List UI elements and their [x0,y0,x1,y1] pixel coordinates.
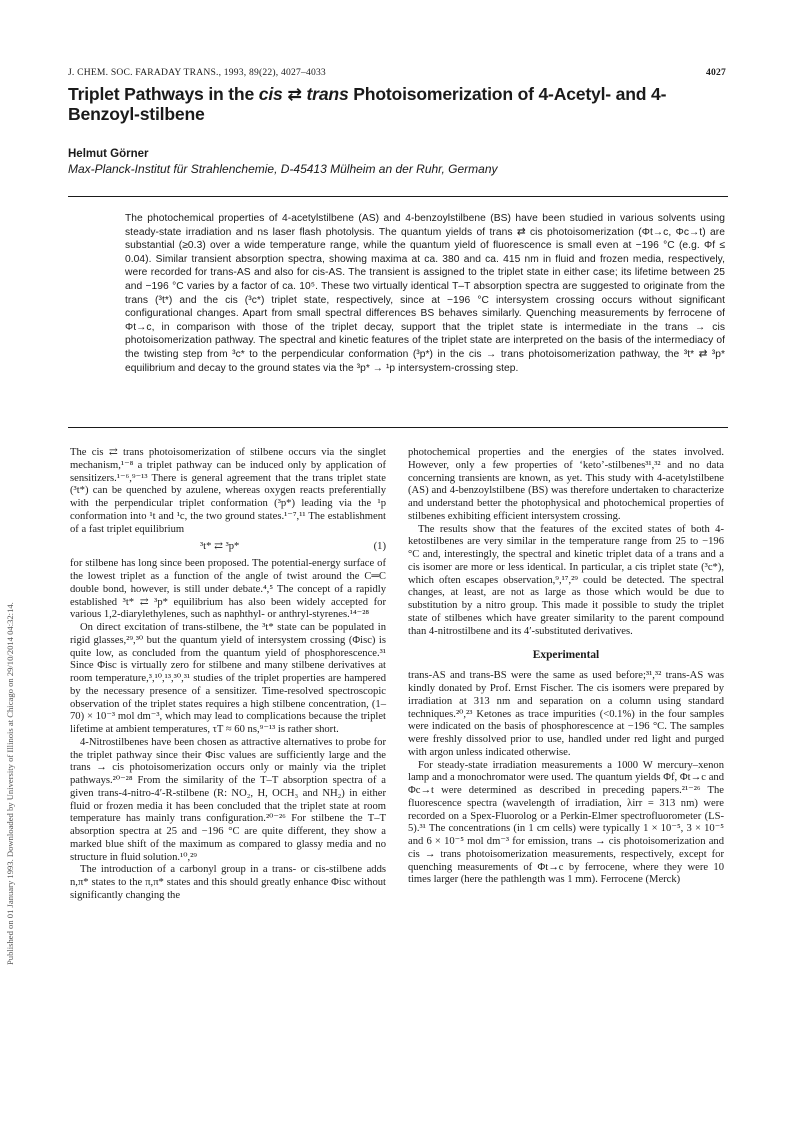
paper-title [68,84,728,124]
body-paragraph: The introduction of a carbonyl group in a trans- or cis-stilbene adds n,π* states to the π,π* states and this should greatly enhance Φisc without significantly changing the [70,864,386,901]
bottom-rule [68,427,728,428]
body-paragraph: On direct excitation of trans-stilbene, the ³t* state can be populated in rigid glasses,²⁹,³⁰ but the quantum yield of intersystem crossing (Φisc) is quite low, as concluded from the quantum yield of phosphorescence.³¹ Since Φisc is virtually zero for stilbene and many stilbene derivatives at room temperature,³,¹⁰,¹³,³⁰,³¹ studies of the triplet properties are hampered by the necessary presence of a sensitizer. Time-resolved spectroscopic observation of the triplet states requires a high stilbene concentration, (1–70) × 10⁻³ mol dm⁻³, which may lead to complications because the triplet lifetime at ambient temperatures, τT ≈ 60 ns,⁹⁻¹³ is rather short. [70,622,386,735]
page-number: 4027 [706,67,726,78]
author-name: Helmut Görner [68,148,149,160]
equation-body: ³t* ⇄ ³p* [200,541,240,553]
left-column [70,447,386,903]
section-heading: Experimental [532,649,600,662]
title-part-1: Triplet Pathways in the [68,84,259,104]
title-part-2: Photoisomerization of 4-Acetyl- and 4-Benzoyl-stilbene [68,84,667,124]
abstract: The photochemical properties of 4-acetylstilbene (AS) and 4-benzoylstilbene (BS) have been studied in various solvents using steady-state irradiation and ns laser flash photolysis. The quantum yields of trans ⇄ cis photoisomerization (Φt→c, Φc→t) are substantial (≥0.3) over a wide temperature range, while the quantum yield of fluorescence is small even at −196 °C (e.g. Φf ≤ 0.04). Similar transient absorption spectra, showing maxima at ca. 380 and ca. 415 nm in fluid and frozen media, respectively, were recorded for trans-AS and also for cis-AS. The transient is assigned to the triplet state in either case; its lifetime between 25 and −196 °C varies by a factor of ca. 10⁵. These two virtually identical T–T absorption spectra are suggested to originate from the trans (³t*) and the cis (³c*) triplet state, respectively, since at −196 °C intersystem crossing occurs without significant configurational changes. Apart from small spectral differences BS behaves similarly. Quenching measurements by ferrocene of Φt→c, in comparison with those of the triplet decay, support that the triplet state is intermediate in the trans → cis photoisomerization pathway. The spectral and kinetic features of the triplet state are interpreted on the basis of the intermediacy of the twisting step from ³c* to the perpendicular conformation (³p*) in the cis → trans photoisomerization pathway, the ³t* ⇄ ³p* equilibrium and decay to the ground states via the ³p* → ¹p intersystem-crossing step. [125,213,725,374]
title-cis: cis [258,84,283,104]
body-paragraph: 4-Nitrostilbenes have been chosen as attractive alternatives to probe for the triplet pathway since their Φisc values are sufficiently large and the trans → cis photoisomerization occurs only or mainly via the triplet pathways.²⁰⁻²⁸ From the similarity of the T–T absorption spectra of a given trans-4-nitro-4′-R-stilbene (R: NO₂, H, OCH₃ and NH₂) in either fluid or frozen media it has been concluded that the triplet state at room temperature has mainly trans configuration.²⁰⁻²⁶ For stilbene the T–T absorption spectra at 25 and −196 °C are quite different, they show a marked blue shift of the maximum as compared to glassy media and no structure in fluid solution.¹⁰,²⁹ [70,736,386,863]
body-paragraph: The cis ⇄ trans photoisomerization of stilbene occurs via the singlet mechanism,¹⁻⁸ a triplet pathway can be induced only by application of sensitizers.¹⁻⁶,⁹⁻¹³ There is general agreement that the trans triplet state (³t*) can be quenched by azulene, whereas oxygen reacts preferentially with the perpendicular triplet conformation (³p*) leading via the ¹p conformation into ¹t and ¹c, the two ground states.¹⁻⁷,¹¹ The establishment of a fast triplet equilibrium [70,447,386,535]
body-paragraph: photochemical properties and the energies of the states involved. However, only a few properties of ‘keto’-stilbenes³¹,³² and no data concerning transients are known, as yet. This study with 4-acetylstilbene (AS) and 4-benzoylstilbene (BS) was therefore undertaken to characterize and understand better the photophysical and photochemical properties of stilbenes exhibiting efficient intersystem crossing. [408,447,724,522]
right-column [408,447,724,887]
download-watermark: Published on 01 January 1993. Downloaded by University of Illinois at Chicago on 29/10/2014 04:32:14. [5,602,15,965]
body-paragraph: The results show that the features of the excited states of both 4-ketostilbenes are very similar in the temperature range from 25 to −196 °C and, interestingly, the spectral and kinetic triplet data of a trans and a cis isomer are more or less identical. In particular, a cis triplet state (³c*), which often escapes observation,⁹,¹⁷,²⁹ could be detected. The spectral changes, at least, are not as large as those which would be due to substitution by a nitro group. This made it possible to study the triplet state of stilbenes which have greater similarity to the parent compound than 4-nitrostilbene and its 4′-substituted derivatives. [408,523,724,637]
title-trans: trans [306,84,349,104]
body-paragraph: trans-AS and trans-BS were the same as used before;³¹,³² trans-AS was kindly donated by Prof. Ernst Fischer. The cis isomers were prepared by irradiation at 313 nm and separation on a column using standard techniques.²⁰,²³ Ketones as trace impurities (<0.1%) in the four samples were indicated on the basis of phosphorescence at −196 °C. The samples were freshly dissolved prior to use, handled under red light and purged with argon unless indicated otherwise. [408,670,724,758]
body-paragraph: for stilbene has long since been proposed. The potential-energy surface of the lowest triplet as a function of the angle of twist around the C═C double bond, however, is still under debate.⁴,⁵ The concept of a rapidly established ³t* ⇄ ³p* equilibrium has also been widely accepted for various 1,2-diarylethylenes, such as naphthyl- or anthryl-styrenes.¹⁴⁻²⁸ [70,558,386,621]
top-rule [68,196,728,197]
body-paragraph: For steady-state irradiation measurements a 1000 W mercury–xenon lamp and a monochromator were used. The quantum yields Φf, Φt→c and Φc→t were determined as described in preceding papers.²¹⁻²⁶ The fluorescence spectra (wavelength of irradiation, λirr = 313 nm) were recorded on a Spex-Fluorolog or a Perkin-Elmer spectrofluorometer (LS-5).³¹ The concentrations (in 1 cm cells) were typically 1 × 10⁻⁵, 3 × 10⁻⁵ and 6 × 10⁻⁵ mol dm⁻³ for emission, trans → cis photoisomerization and cis → trans photoisomerization measurements, respectively, except for quenching measurements of Φt→c by ferrocene, where they were 10 times larger (here the pathlength was 1 mm). Ferrocene (Merck) [408,759,724,886]
equation-1 [70,537,386,557]
journal-reference: J. CHEM. SOC. FARADAY TRANS., 1993, 89(22), 4027–4033 [68,67,326,78]
author-affiliation: Max-Planck-Institut für Strahlenchemie, D-45413 Mülheim an der Ruhr, Germany [68,162,498,176]
equation-number: (1) [373,541,386,553]
title-arrow: ⇄ [282,84,307,104]
